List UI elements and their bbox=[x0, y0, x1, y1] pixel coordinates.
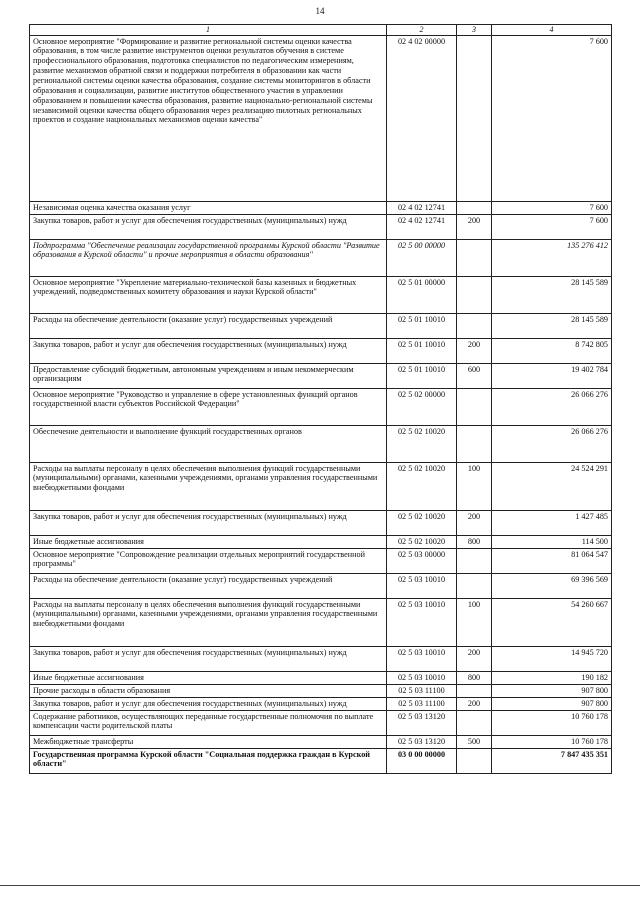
expense-type-cell: 600 bbox=[457, 363, 492, 388]
table-row bbox=[30, 535, 612, 548]
amount-cell: 26 066 276 bbox=[492, 425, 612, 462]
expense-type-cell bbox=[457, 201, 492, 214]
expense-name-cell: Закупка товаров, работ и услуг для обеспечения государственных (муниципальных) нужд bbox=[30, 697, 387, 710]
expense-type-cell bbox=[457, 239, 492, 276]
header-row bbox=[30, 25, 612, 36]
expense-type-cell: 200 bbox=[457, 214, 492, 239]
expense-name-cell: Расходы на выплаты персоналу в целях обеспечения выполнения функций государственными (муниципальными) органами, казенными учреждениями, органами управления государственными внебюджетными фондами bbox=[30, 598, 387, 646]
amount-cell: 135 276 412 bbox=[492, 239, 612, 276]
expense-type-cell bbox=[457, 684, 492, 697]
expense-name-cell: Расходы на выплаты персоналу в целях обеспечения выполнения функций государственными (муниципальными) органами, казенными учреждениями, органами управления государственными внебюджетными фондами bbox=[30, 462, 387, 510]
expense-name-cell: Предоставление субсидий бюджетным, автономным учреждениям и иным некоммерческим организациям bbox=[30, 363, 387, 388]
target-code-cell: 02 5 03 10010 bbox=[387, 598, 457, 646]
expense-name-cell: Обеспечение деятельности и выполнение функций государственных органов bbox=[30, 425, 387, 462]
table-row bbox=[30, 573, 612, 598]
expense-name-cell: Содержание работников, осуществляющих переданные государственные полномочия по выплате компенсации части родительской платы bbox=[30, 710, 387, 735]
amount-cell: 190 182 bbox=[492, 671, 612, 684]
header-col-4: 4 bbox=[492, 25, 612, 36]
target-code-cell: 02 5 02 00000 bbox=[387, 388, 457, 425]
expense-type-cell bbox=[457, 548, 492, 573]
table-row bbox=[30, 598, 612, 646]
amount-cell: 28 145 589 bbox=[492, 313, 612, 338]
page-bottom-rule bbox=[0, 885, 640, 886]
amount-cell: 907 800 bbox=[492, 684, 612, 697]
amount-cell: 114 500 bbox=[492, 535, 612, 548]
target-code-cell: 02 5 02 10020 bbox=[387, 462, 457, 510]
table-row bbox=[30, 214, 612, 239]
target-code-cell: 02 5 03 13120 bbox=[387, 710, 457, 735]
expense-type-cell: 100 bbox=[457, 462, 492, 510]
expense-name-cell: Государственная программа Курской области "Социальная поддержка граждан в Курской области" bbox=[30, 748, 387, 773]
header-col-1: 1 bbox=[30, 25, 387, 36]
target-code-cell: 03 0 00 00000 bbox=[387, 748, 457, 773]
expense-name-cell: Закупка товаров, работ и услуг для обеспечения государственных (муниципальных) нужд bbox=[30, 214, 387, 239]
target-code-cell: 02 5 01 10010 bbox=[387, 313, 457, 338]
target-code-cell: 02 5 03 11100 bbox=[387, 684, 457, 697]
target-code-cell: 02 5 01 10010 bbox=[387, 338, 457, 363]
target-code-cell: 02 5 01 10010 bbox=[387, 363, 457, 388]
table-row bbox=[30, 548, 612, 573]
amount-cell: 81 064 547 bbox=[492, 548, 612, 573]
table-row bbox=[30, 646, 612, 671]
expense-type-cell bbox=[457, 388, 492, 425]
expense-type-cell: 800 bbox=[457, 535, 492, 548]
expense-name-cell: Основное мероприятие "Укрепление материально-технической базы казенных и бюджетных учреждений, подведомственных комитету образования и науки Курской области" bbox=[30, 276, 387, 313]
expense-name-cell: Межбюджетные трансферты bbox=[30, 735, 387, 748]
table-row bbox=[30, 239, 612, 276]
expense-name-cell: Закупка товаров, работ и услуг для обеспечения государственных (муниципальных) нужд bbox=[30, 510, 387, 535]
expense-name-cell: Прочие расходы в области образования bbox=[30, 684, 387, 697]
table-row bbox=[30, 425, 612, 462]
amount-cell: 7 847 435 351 bbox=[492, 748, 612, 773]
table-row bbox=[30, 671, 612, 684]
target-code-cell: 02 5 03 11100 bbox=[387, 697, 457, 710]
table-row bbox=[30, 276, 612, 313]
amount-cell: 7 600 bbox=[492, 35, 612, 201]
amount-cell: 8 742 805 bbox=[492, 338, 612, 363]
header-col-3: 3 bbox=[457, 25, 492, 36]
expense-type-cell bbox=[457, 573, 492, 598]
expense-type-cell bbox=[457, 313, 492, 338]
expense-type-cell: 100 bbox=[457, 598, 492, 646]
table-row bbox=[30, 735, 612, 748]
expense-name-cell: Расходы на обеспечение деятельности (оказание услуг) государственных учреждений bbox=[30, 573, 387, 598]
table-row bbox=[30, 748, 612, 773]
amount-cell: 1 427 485 bbox=[492, 510, 612, 535]
expense-type-cell: 200 bbox=[457, 338, 492, 363]
target-code-cell: 02 4 02 12741 bbox=[387, 214, 457, 239]
table-row bbox=[30, 201, 612, 214]
expense-name-cell: Основное мероприятие "Руководство и управление в сфере установленных функций органов государственной власти субъектов Российской Федерации" bbox=[30, 388, 387, 425]
expense-name-cell: Иные бюджетные ассигнования bbox=[30, 671, 387, 684]
amount-cell: 14 945 720 bbox=[492, 646, 612, 671]
amount-cell: 7 600 bbox=[492, 201, 612, 214]
table-row bbox=[30, 363, 612, 388]
expense-name-cell: Расходы на обеспечение деятельности (оказание услуг) государственных учреждений bbox=[30, 313, 387, 338]
expense-type-cell: 200 bbox=[457, 697, 492, 710]
expense-name-cell: Независимая оценка качества оказания услуг bbox=[30, 201, 387, 214]
amount-cell: 10 760 178 bbox=[492, 735, 612, 748]
table-row bbox=[30, 35, 612, 201]
page-number: 14 bbox=[315, 6, 325, 16]
expense-name-cell: Основное мероприятие "Формирование и развитие региональной системы оценки качества образования, в том числе развитие инструментов оценки результатов обучения в системе профессионального образования, подготовка специалистов по педагогическим измерениям, развитие механизмов обратной связи и поддержки потребителя в образовании как части региональной системы оценки качества образования, создание системы мониторингов в области образования и социализации, развитие институтов общественного участия в управлении образованием и повышении качества образования, развитие национально-региональной системы независимой оценки качества общего образования через реализацию пилотных региональных проектов и создание национальных механизмов оценки качества" bbox=[30, 35, 387, 201]
table-row bbox=[30, 388, 612, 425]
expense-name-cell: Закупка товаров, работ и услуг для обеспечения государственных (муниципальных) нужд bbox=[30, 338, 387, 363]
table-row bbox=[30, 697, 612, 710]
target-code-cell: 02 5 03 10010 bbox=[387, 573, 457, 598]
expense-type-cell bbox=[457, 710, 492, 735]
amount-cell: 19 402 784 bbox=[492, 363, 612, 388]
target-code-cell: 02 4 02 12741 bbox=[387, 201, 457, 214]
expense-name-cell: Подпрограмма "Обеспечение реализации государственной программы Курской области "Развитие образования в Курской области" и прочие мероприятия в области образования" bbox=[30, 239, 387, 276]
header-col-2: 2 bbox=[387, 25, 457, 36]
amount-cell: 907 800 bbox=[492, 697, 612, 710]
amount-cell: 10 760 178 bbox=[492, 710, 612, 735]
table-row bbox=[30, 338, 612, 363]
table-row bbox=[30, 313, 612, 338]
amount-cell: 26 066 276 bbox=[492, 388, 612, 425]
expense-type-cell bbox=[457, 425, 492, 462]
target-code-cell: 02 5 01 00000 bbox=[387, 276, 457, 313]
target-code-cell: 02 5 03 10010 bbox=[387, 646, 457, 671]
target-code-cell: 02 5 02 10020 bbox=[387, 425, 457, 462]
target-code-cell: 02 5 02 10020 bbox=[387, 535, 457, 548]
table-row bbox=[30, 710, 612, 735]
table-row bbox=[30, 462, 612, 510]
expense-type-cell bbox=[457, 276, 492, 313]
expense-name-cell: Основное мероприятие "Сопровождение реализации отдельных мероприятий государственной программы" bbox=[30, 548, 387, 573]
target-code-cell: 02 5 03 13120 bbox=[387, 735, 457, 748]
target-code-cell: 02 5 03 10010 bbox=[387, 671, 457, 684]
amount-cell: 69 396 569 bbox=[492, 573, 612, 598]
expense-name-cell: Иные бюджетные ассигнования bbox=[30, 535, 387, 548]
target-code-cell: 02 5 00 00000 bbox=[387, 239, 457, 276]
table-row bbox=[30, 684, 612, 697]
amount-cell: 54 260 667 bbox=[492, 598, 612, 646]
budget-table bbox=[29, 24, 612, 774]
amount-cell: 24 524 291 bbox=[492, 462, 612, 510]
expense-name-cell: Закупка товаров, работ и услуг для обеспечения государственных (муниципальных) нужд bbox=[30, 646, 387, 671]
expense-type-cell: 800 bbox=[457, 671, 492, 684]
amount-cell: 28 145 589 bbox=[492, 276, 612, 313]
expense-type-cell: 500 bbox=[457, 735, 492, 748]
target-code-cell: 02 5 02 10020 bbox=[387, 510, 457, 535]
table-row bbox=[30, 510, 612, 535]
expense-type-cell bbox=[457, 35, 492, 201]
expense-type-cell bbox=[457, 748, 492, 773]
target-code-cell: 02 4 02 00000 bbox=[387, 35, 457, 201]
target-code-cell: 02 5 03 00000 bbox=[387, 548, 457, 573]
expense-type-cell: 200 bbox=[457, 646, 492, 671]
amount-cell: 7 600 bbox=[492, 214, 612, 239]
expense-type-cell: 200 bbox=[457, 510, 492, 535]
